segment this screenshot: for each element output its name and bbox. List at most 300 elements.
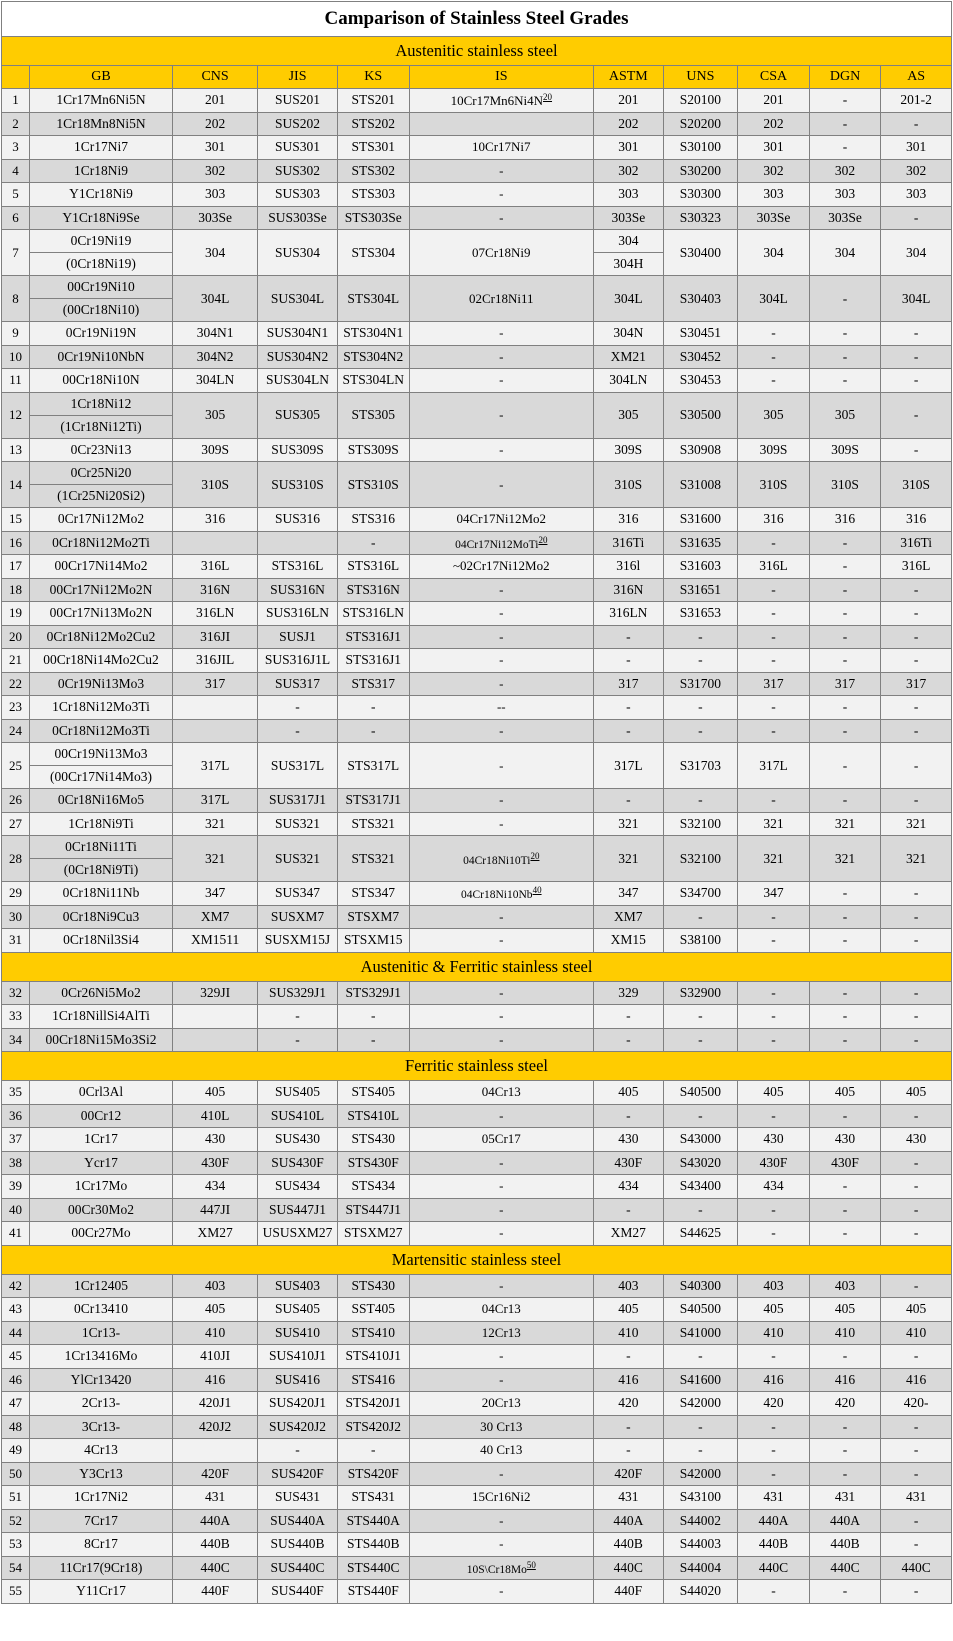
gb-cell: 0Cr26Ni5Mo2: [29, 981, 172, 1005]
row-number: 26: [2, 789, 30, 813]
jis-cell: SUS405: [258, 1081, 338, 1105]
cns-cell: 405: [173, 1081, 258, 1105]
dgn-cell: -: [809, 1462, 881, 1486]
is-grade: -: [499, 722, 504, 738]
ks-cell: -: [337, 719, 409, 743]
cns-cell: 316: [173, 508, 258, 532]
astm-cell: -: [594, 1345, 663, 1369]
is-grade: -: [499, 628, 504, 644]
is-grade: -: [499, 605, 504, 621]
astm-cell: 347: [594, 882, 663, 906]
table-row: [2, 696, 952, 720]
dgn-cell: 317: [809, 672, 881, 696]
dgn-cell: -: [809, 1415, 881, 1439]
jis-cell: SUS420J2: [258, 1415, 338, 1439]
row-number: 18: [2, 578, 30, 602]
cns-cell: 317L: [173, 743, 258, 789]
is-grade: 04Cr17Ni12MoTi: [455, 538, 539, 551]
row-number: 9: [2, 322, 30, 346]
is-grade: 04Cr18Ni10Ti: [463, 854, 531, 867]
cns-cell: 316JIL: [173, 649, 258, 673]
csa-cell: -: [738, 1580, 810, 1604]
table-row: [2, 1368, 952, 1392]
row-number: 42: [2, 1274, 30, 1298]
gb-grade: 00Cr19Ni10: [67, 279, 135, 294]
is-cell: [409, 555, 594, 579]
is-grade: 04Cr13: [481, 1084, 521, 1100]
dgn-cell: -: [809, 1580, 881, 1604]
cns-cell: 440A: [173, 1509, 258, 1533]
csa-cell: 410: [738, 1321, 810, 1345]
as-cell: -: [881, 1005, 952, 1029]
astm-cell: 310S: [594, 462, 663, 508]
dgn-cell: 405: [809, 1081, 881, 1105]
table-row: [2, 112, 952, 136]
is-grade: -: [499, 815, 504, 831]
csa-cell: -: [738, 1028, 810, 1052]
uns-cell: S31008: [663, 462, 738, 508]
ks-cell: STS430: [337, 1274, 409, 1298]
is-cell: [409, 369, 594, 393]
is-cell: [409, 812, 594, 836]
gb-grade: (00Cr17Ni14Mo3): [30, 765, 172, 788]
table-row: [2, 1274, 952, 1298]
row-number: 32: [2, 981, 30, 1005]
astm-cell: 440B: [594, 1533, 663, 1557]
as-cell: -: [881, 743, 952, 789]
gb-cell: Y1Cr18Ni9: [29, 183, 172, 207]
astm-cell: -: [594, 1028, 663, 1052]
column-header: KS: [337, 66, 409, 89]
ks-cell: STS321: [337, 812, 409, 836]
table-row: [2, 1580, 952, 1604]
dgn-cell: 304: [809, 230, 881, 276]
row-number: 14: [2, 462, 30, 508]
csa-cell: -: [738, 625, 810, 649]
gb-cell: [29, 392, 172, 438]
astm-cell: -: [594, 1415, 663, 1439]
jis-cell: SUS309S: [258, 438, 338, 462]
jis-cell: SUS431: [258, 1486, 338, 1510]
is-grade: -: [499, 1107, 504, 1123]
csa-cell: 321: [738, 812, 810, 836]
column-header: DGN: [809, 66, 881, 89]
csa-cell: 317L: [738, 743, 810, 789]
cns-cell: 201: [173, 89, 258, 113]
is-cell: [409, 1028, 594, 1052]
row-number: 23: [2, 696, 30, 720]
table-row: [2, 1081, 952, 1105]
as-cell: -: [881, 322, 952, 346]
csa-cell: -: [738, 369, 810, 393]
is-cell: [409, 136, 594, 160]
dgn-cell: 309S: [809, 438, 881, 462]
as-cell: -: [881, 1509, 952, 1533]
dgn-cell: -: [809, 719, 881, 743]
gb-grade: (0Cr18Ni9Ti): [30, 858, 172, 881]
row-number: 40: [2, 1198, 30, 1222]
table-row: [2, 719, 952, 743]
section-row: [2, 952, 952, 981]
as-cell: 301: [881, 136, 952, 160]
dgn-cell: -: [809, 602, 881, 626]
gb-cell: [29, 230, 172, 276]
ks-cell: STS410J1: [337, 1345, 409, 1369]
cns-cell: 309S: [173, 438, 258, 462]
table-row: [2, 183, 952, 207]
row-number: 35: [2, 1081, 30, 1105]
table-row: [2, 1533, 952, 1557]
gb-cell: 4Cr13: [29, 1439, 172, 1463]
csa-cell: 440B: [738, 1533, 810, 1557]
as-cell: 440C: [881, 1556, 952, 1580]
gb-cell: 0Cr19Ni19N: [29, 322, 172, 346]
ks-cell: STS316J1: [337, 649, 409, 673]
gb-cell: [29, 276, 172, 322]
csa-cell: -: [738, 981, 810, 1005]
uns-cell: S43000: [663, 1128, 738, 1152]
jis-cell: SUSJ1: [258, 625, 338, 649]
csa-cell: -: [738, 531, 810, 555]
ks-cell: STS440F: [337, 1580, 409, 1604]
table-row: [2, 1321, 952, 1345]
table-row: [2, 743, 952, 789]
table-row: [2, 1198, 952, 1222]
cns-cell: 303Se: [173, 206, 258, 230]
cns-cell: 447JI: [173, 1198, 258, 1222]
csa-cell: 316L: [738, 555, 810, 579]
table-row: [2, 1151, 952, 1175]
jis-cell: SUS304: [258, 230, 338, 276]
grades-table: [1, 1, 952, 1604]
gb-cell: 7Cr17: [29, 1509, 172, 1533]
is-cell: [409, 1081, 594, 1105]
is-cell: [409, 1533, 594, 1557]
jis-cell: SUS420F: [258, 1462, 338, 1486]
table-row: [2, 1439, 952, 1463]
uns-cell: S43100: [663, 1486, 738, 1510]
gb-cell: [29, 462, 172, 508]
csa-cell: -: [738, 1222, 810, 1246]
as-cell: -: [881, 438, 952, 462]
jis-cell: -: [258, 719, 338, 743]
csa-cell: -: [738, 602, 810, 626]
is-cell: [409, 1580, 594, 1604]
gb-cell: 1Cr18Ni9Ti: [29, 812, 172, 836]
ks-cell: STS329J1: [337, 981, 409, 1005]
is-cell: [409, 1274, 594, 1298]
astm-cell: -: [594, 1198, 663, 1222]
table-row: [2, 1175, 952, 1199]
is-footnote: 20: [538, 534, 548, 545]
jis-cell: SUS316N: [258, 578, 338, 602]
ks-cell: STS202: [337, 112, 409, 136]
table-row: [2, 159, 952, 183]
cns-cell: 403: [173, 1274, 258, 1298]
dgn-cell: -: [809, 696, 881, 720]
gb-cell: 1Cr12405: [29, 1274, 172, 1298]
table-row: [2, 392, 952, 438]
dgn-cell: 321: [809, 812, 881, 836]
is-cell: [409, 508, 594, 532]
jis-cell: SUS304LN: [258, 369, 338, 393]
jis-cell: SUS317: [258, 672, 338, 696]
table-row: [2, 1222, 952, 1246]
uns-cell: -: [663, 1415, 738, 1439]
gb-cell: 00Cr27Mo: [29, 1222, 172, 1246]
is-grade: 07Cr18Ni9: [472, 244, 531, 260]
is-cell: [409, 276, 594, 322]
csa-cell: -: [738, 1104, 810, 1128]
dgn-cell: 416: [809, 1368, 881, 1392]
is-cell: [409, 1321, 594, 1345]
astm-cell: 304LN: [594, 369, 663, 393]
is-grade: 10Cr17Ni7: [472, 139, 531, 155]
as-cell: -: [881, 1439, 952, 1463]
row-number: 15: [2, 508, 30, 532]
astm-cell: 430: [594, 1128, 663, 1152]
jis-cell: SUS440A: [258, 1509, 338, 1533]
astm-cell: -: [594, 1005, 663, 1029]
astm-cell: 420F: [594, 1462, 663, 1486]
as-cell: -: [881, 1151, 952, 1175]
is-cell: [409, 578, 594, 602]
dgn-cell: 431: [809, 1486, 881, 1510]
csa-cell: 430: [738, 1128, 810, 1152]
cns-cell: 431: [173, 1486, 258, 1510]
cns-cell: XM7: [173, 905, 258, 929]
jis-cell: SUS416: [258, 1368, 338, 1392]
dgn-cell: -: [809, 929, 881, 953]
dgn-cell: -: [809, 1175, 881, 1199]
gb-cell: Y3Cr13: [29, 1462, 172, 1486]
cns-cell: 303: [173, 183, 258, 207]
gb-cell: 00Cr30Mo2: [29, 1198, 172, 1222]
csa-cell: 310S: [738, 462, 810, 508]
gb-cell: 0Crl3Al: [29, 1081, 172, 1105]
ks-cell: STS321: [337, 836, 409, 882]
gb-cell: 00Cr18Ni15Mo3Si2: [29, 1028, 172, 1052]
astm-cell: 201: [594, 89, 663, 113]
uns-cell: S30400: [663, 230, 738, 276]
jis-cell: SUS321: [258, 812, 338, 836]
uns-cell: -: [663, 649, 738, 673]
is-cell: [409, 743, 594, 789]
dgn-cell: -: [809, 136, 881, 160]
dgn-cell: -: [809, 276, 881, 322]
row-number: 11: [2, 369, 30, 393]
is-grade: -: [499, 1008, 504, 1024]
uns-cell: S31651: [663, 578, 738, 602]
jis-cell: -: [258, 696, 338, 720]
table-row: [2, 789, 952, 813]
row-number: 27: [2, 812, 30, 836]
as-cell: -: [881, 1104, 952, 1128]
dgn-cell: -: [809, 625, 881, 649]
gb-cell: 00Cr17Ni12Mo2N: [29, 578, 172, 602]
is-cell: [409, 1556, 594, 1580]
is-grade: 04Cr17Ni12Mo2: [456, 511, 547, 527]
astm-cell: XM7: [594, 905, 663, 929]
as-cell: -: [881, 602, 952, 626]
jis-cell: SUS304N1: [258, 322, 338, 346]
is-footnote: 40: [532, 885, 542, 896]
uns-cell: S30200: [663, 159, 738, 183]
table-row: [2, 602, 952, 626]
row-number: 39: [2, 1175, 30, 1199]
gb-grade: 0Cr18Ni11Ti: [65, 839, 137, 854]
ks-cell: STS316J1: [337, 625, 409, 649]
uns-cell: S43020: [663, 1151, 738, 1175]
is-cell: [409, 981, 594, 1005]
is-grade: -: [499, 1277, 504, 1293]
as-cell: 201-2: [881, 89, 952, 113]
astm-cell: 434: [594, 1175, 663, 1199]
gb-cell: 1Cr18NillSi4AlTi: [29, 1005, 172, 1029]
table-row: [2, 672, 952, 696]
jis-cell: SUS410: [258, 1321, 338, 1345]
cns-cell: 304N1: [173, 322, 258, 346]
astm-cell: 405: [594, 1081, 663, 1105]
jis-cell: -: [258, 1005, 338, 1029]
section-title: Austenitic stainless steel: [2, 37, 952, 66]
astm-cell: -: [594, 789, 663, 813]
section-title: Martensitic stainless steel: [2, 1245, 952, 1274]
uns-cell: S44625: [663, 1222, 738, 1246]
is-cell: [409, 230, 594, 276]
astm-cell: 316LN: [594, 602, 663, 626]
row-number: 12: [2, 392, 30, 438]
table-row: [2, 531, 952, 555]
astm-cell: XM21: [594, 345, 663, 369]
ks-cell: STS447J1: [337, 1198, 409, 1222]
as-cell: -: [881, 1198, 952, 1222]
csa-cell: -: [738, 905, 810, 929]
ks-cell: STS316N: [337, 578, 409, 602]
is-cell: [409, 1222, 594, 1246]
ks-cell: STS304LN: [337, 369, 409, 393]
section-row: [2, 37, 952, 66]
ks-cell: STS440A: [337, 1509, 409, 1533]
cns-cell: 329JI: [173, 981, 258, 1005]
as-cell: -: [881, 345, 952, 369]
table-row: [2, 1345, 952, 1369]
column-header: [2, 66, 30, 89]
column-header: ASTM: [594, 66, 663, 89]
cns-cell: 440B: [173, 1533, 258, 1557]
jis-cell: SUS329J1: [258, 981, 338, 1005]
row-number: 21: [2, 649, 30, 673]
ks-cell: STS304N1: [337, 322, 409, 346]
as-cell: -: [881, 789, 952, 813]
dgn-cell: -: [809, 555, 881, 579]
ks-cell: STS420F: [337, 1462, 409, 1486]
astm-cell: -: [594, 649, 663, 673]
jis-cell: SUS303: [258, 183, 338, 207]
gb-cell: 0Cr18Ni9Cu3: [29, 905, 172, 929]
row-number: 44: [2, 1321, 30, 1345]
is-cell: [409, 905, 594, 929]
is-grade: -: [499, 908, 504, 924]
astm-cell: 403: [594, 1274, 663, 1298]
ks-cell: STSXM15: [337, 929, 409, 953]
table-row: [2, 369, 952, 393]
uns-cell: S20100: [663, 89, 738, 113]
astm-cell: 304N: [594, 322, 663, 346]
cns-cell: 410L: [173, 1104, 258, 1128]
gb-grade: (0Cr18Ni19): [30, 252, 172, 275]
row-number: 7: [2, 230, 30, 276]
csa-cell: 416: [738, 1368, 810, 1392]
as-cell: 316: [881, 508, 952, 532]
jis-cell: SUS316LN: [258, 602, 338, 626]
csa-cell: 304L: [738, 276, 810, 322]
is-grade: -: [499, 1465, 504, 1481]
as-cell: 405: [881, 1081, 952, 1105]
gb-cell: 0Cr13410: [29, 1298, 172, 1322]
is-cell: [409, 882, 594, 906]
is-footnote: 20: [543, 91, 553, 102]
cns-cell: 301: [173, 136, 258, 160]
astm-cell: [594, 230, 663, 276]
astm-cell: 317: [594, 672, 663, 696]
cns-cell: 317: [173, 672, 258, 696]
is-cell: [409, 159, 594, 183]
as-cell: 321: [881, 812, 952, 836]
ks-cell: STS317L: [337, 743, 409, 789]
ks-cell: STSXM7: [337, 905, 409, 929]
row-number: 25: [2, 743, 30, 789]
row-number: 34: [2, 1028, 30, 1052]
dgn-cell: 303: [809, 183, 881, 207]
as-cell: -: [881, 1462, 952, 1486]
is-grade: -: [499, 675, 504, 691]
is-grade: -: [499, 1178, 504, 1194]
jis-cell: SUS301: [258, 136, 338, 160]
is-cell: [409, 531, 594, 555]
table-row: [2, 836, 952, 882]
astm-cell: 321: [594, 836, 663, 882]
dgn-cell: 403: [809, 1274, 881, 1298]
row-number: 47: [2, 1392, 30, 1416]
astm-cell: 303Se: [594, 206, 663, 230]
column-header: UNS: [663, 66, 738, 89]
ks-cell: STS416: [337, 1368, 409, 1392]
ks-cell: -: [337, 1439, 409, 1463]
is-cell: [409, 345, 594, 369]
uns-cell: S30100: [663, 136, 738, 160]
as-cell: -: [881, 112, 952, 136]
astm-cell: 440F: [594, 1580, 663, 1604]
ks-cell: STS302: [337, 159, 409, 183]
row-number: 16: [2, 531, 30, 555]
uns-cell: S38100: [663, 929, 738, 953]
gb-cell: 00Cr17Ni14Mo2: [29, 555, 172, 579]
uns-cell: -: [663, 1005, 738, 1029]
row-number: 22: [2, 672, 30, 696]
table-row: [2, 1415, 952, 1439]
column-header: AS: [881, 66, 952, 89]
jis-cell: SUS347: [258, 882, 338, 906]
row-number: 52: [2, 1509, 30, 1533]
astm-cell: 316Ti: [594, 531, 663, 555]
row-number: 17: [2, 555, 30, 579]
jis-cell: SUS316: [258, 508, 338, 532]
ks-cell: STS303: [337, 183, 409, 207]
as-cell: -: [881, 1175, 952, 1199]
jis-cell: SUS304L: [258, 276, 338, 322]
as-cell: 303: [881, 183, 952, 207]
